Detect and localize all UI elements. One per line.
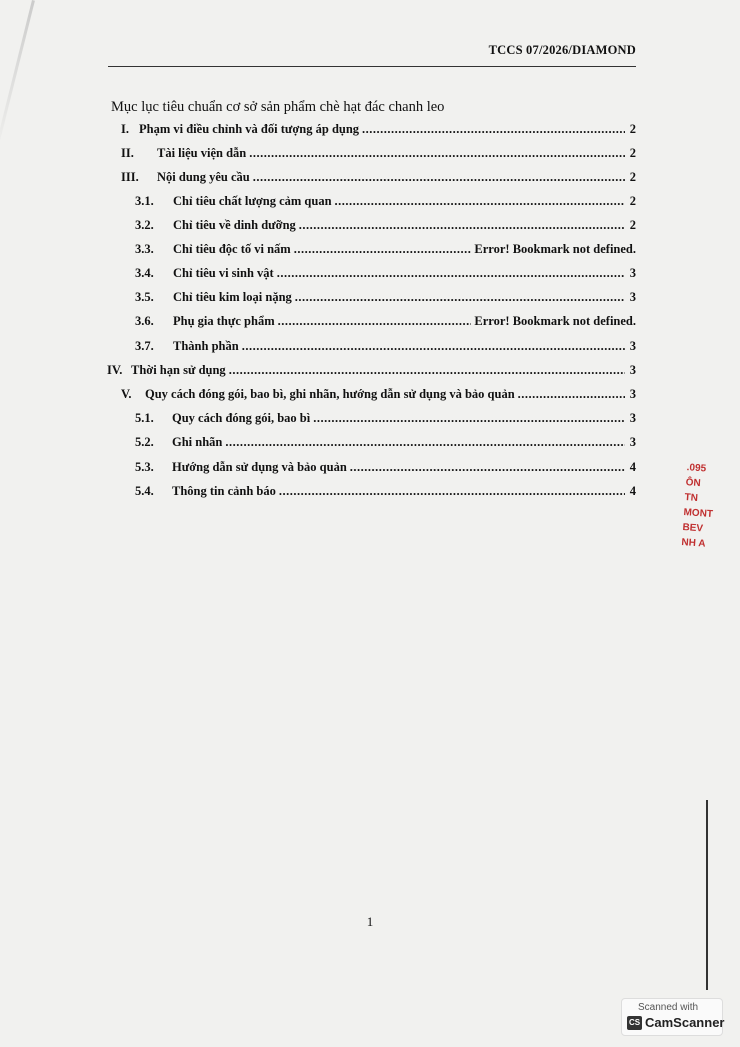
toc-item[interactable] (121, 387, 636, 402)
toc-item[interactable] (135, 314, 636, 329)
toc-leader (253, 170, 625, 185)
stamp-line: .095 (686, 462, 707, 475)
toc-item-label: Chỉ tiêu độc tố vi nấm (173, 242, 291, 256)
toc-item-page: 4 (629, 460, 636, 474)
toc-item-number: 5.1. (135, 411, 154, 425)
toc-leader (299, 218, 625, 233)
toc-item[interactable] (135, 266, 636, 281)
toc-item-label: Phạm vi điều chỉnh và đối tượng áp dụng (139, 122, 360, 136)
toc-leader (278, 314, 472, 329)
toc-item-page: 3 (629, 339, 636, 353)
toc-leader (350, 460, 625, 475)
toc-leader (279, 484, 625, 499)
toc-item-label: Thông tin cảnh báo (172, 484, 276, 498)
toc-item-number: 3.1. (135, 194, 154, 208)
toc-item-page: 3 (629, 435, 636, 449)
toc-item[interactable] (107, 363, 636, 378)
toc-item-label: Thời hạn sử dụng (131, 363, 226, 377)
toc-item-label: Thành phần (173, 339, 239, 353)
header-divider (108, 66, 636, 67)
toc-leader (335, 194, 625, 209)
toc-item-label: Phụ gia thực phẩm (173, 314, 275, 328)
stamp-line: MONT (683, 507, 714, 521)
toc-item-label: Chỉ tiêu kim loại nặng (173, 290, 292, 304)
toc-item-page: 2 (629, 146, 636, 160)
toc-item[interactable] (121, 122, 636, 137)
toc-leader (249, 146, 625, 161)
toc-item[interactable] (135, 218, 636, 233)
toc-leader (518, 387, 625, 402)
toc-item-number: I. (121, 122, 129, 136)
toc-item-page: 2 (629, 218, 636, 232)
toc-item[interactable] (121, 146, 636, 161)
toc-item-label: Ghi nhãn (172, 435, 223, 449)
fold-shadow (0, 0, 35, 156)
toc-item-number: 5.3. (135, 460, 154, 474)
stamp-line: TN (684, 492, 699, 504)
red-stamp (681, 460, 740, 554)
toc-item-number: V. (121, 387, 132, 401)
toc-item[interactable] (135, 194, 636, 209)
page-edge-shadow (706, 800, 708, 990)
toc-item-page: 3 (629, 363, 636, 377)
toc-item-page: 3 (629, 290, 636, 304)
toc-item-label: Tài liệu viện dẫn (157, 146, 247, 160)
toc-item-number: 3.3. (135, 242, 154, 256)
document-code: TCCS 07/2026/DIAMOND (488, 43, 636, 57)
toc-item-number: 3.2. (135, 218, 154, 232)
toc-leader (277, 266, 625, 281)
toc-item[interactable] (135, 435, 636, 450)
toc-item-page: 4 (629, 484, 636, 498)
toc-item[interactable] (135, 290, 636, 305)
toc-item-page: 2 (629, 122, 636, 136)
toc-item-label: Chỉ tiêu về dinh dưỡng (173, 218, 296, 232)
toc-item-number: II. (121, 146, 134, 160)
camscanner-name: CamScanner (645, 1015, 725, 1030)
toc-item[interactable] (135, 484, 636, 499)
camscanner-watermark (621, 998, 723, 1036)
camscanner-logo-icon: CS (627, 1016, 642, 1030)
toc-item-number: 3.7. (135, 339, 154, 353)
toc-item-page: Error! Bookmark not defined. (474, 242, 636, 256)
toc-item-number: 5.2. (135, 435, 154, 449)
toc-leader (225, 435, 625, 450)
toc-item-number: III. (121, 170, 139, 184)
toc-item-label: Quy cách đóng gói, bao bì (172, 411, 311, 425)
toc-leader (242, 339, 625, 354)
toc-leader (229, 363, 625, 378)
toc-item-number: 3.5. (135, 290, 154, 304)
page-number: 1 (366, 914, 374, 929)
toc-item-page: 3 (629, 266, 636, 280)
toc-item-page: 3 (629, 387, 636, 401)
toc-item[interactable] (135, 460, 636, 475)
toc-item-page: Error! Bookmark not defined. (474, 314, 636, 328)
stamp-line: NH A (681, 536, 706, 550)
stamp-line: BEV (682, 522, 704, 535)
toc-item-label: Hướng dẫn sử dụng và bảo quản (172, 460, 347, 474)
toc-leader (362, 122, 625, 137)
scanned-with-text: Scanned with (638, 1002, 699, 1013)
toc-item-label: Chỉ tiêu chất lượng cảm quan (173, 194, 332, 208)
toc-leader (294, 242, 472, 257)
toc-item-number: IV. (107, 363, 123, 377)
toc-item-number: 3.6. (135, 314, 154, 328)
toc-item[interactable] (121, 170, 636, 185)
toc-leader (313, 411, 625, 426)
toc-item[interactable] (135, 242, 636, 257)
toc-item-number: 5.4. (135, 484, 154, 498)
toc-item-page: 2 (629, 194, 636, 208)
toc-title: Mục lục tiêu chuẩn cơ sở sản phẩm chè hạt đác chanh leo (111, 99, 445, 115)
toc-item[interactable] (135, 411, 636, 426)
toc-item[interactable] (135, 339, 636, 354)
toc-item-label: Nội dung yêu cầu (157, 170, 250, 184)
toc-item-label: Quy cách đóng gói, bao bì, ghi nhãn, hướng dẫn sử dụng và bảo quản (145, 387, 515, 401)
stamp-line: ÔN (685, 477, 701, 490)
toc-item-number: 3.4. (135, 266, 154, 280)
toc-item-page: 3 (629, 411, 636, 425)
toc-item-page: 2 (629, 170, 636, 184)
toc-item-label: Chỉ tiêu vi sinh vật (173, 266, 274, 280)
toc-leader (295, 290, 625, 305)
